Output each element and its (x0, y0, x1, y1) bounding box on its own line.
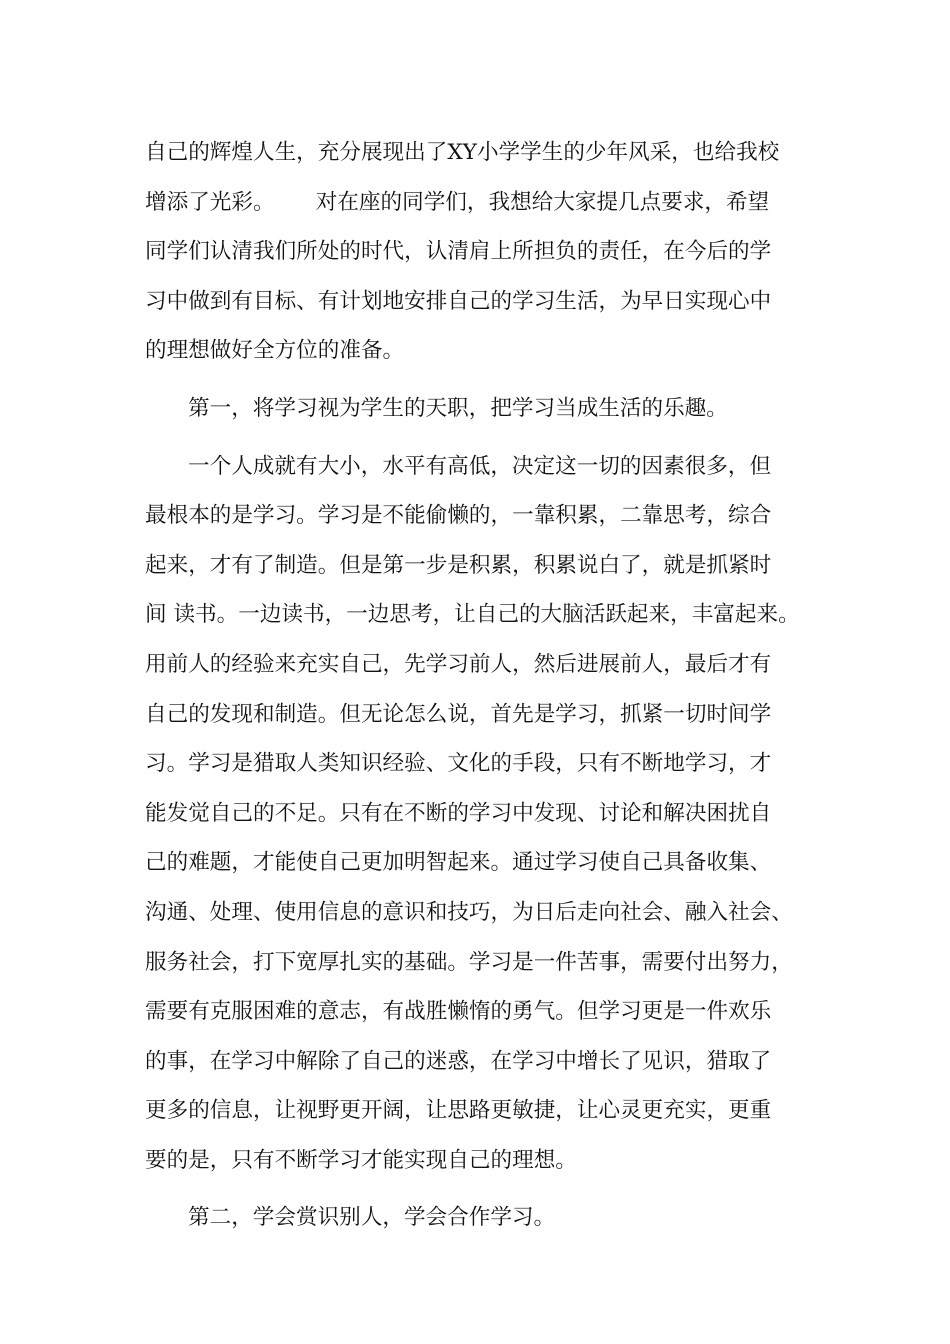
text-line: 更多的信息，让视野更开阔，让思路更敏捷，让心灵更充实，更重 (145, 1098, 772, 1124)
text-line: 习中做到有目标、有计划地安排自己的学习生活，为早日实现心中 (145, 288, 772, 314)
section-heading: 第二，学会赏识别人，学会合作学习。 (188, 1205, 556, 1231)
text-line: 最根本的是学习。学习是不能偷懒的，一靠积累，二靠思考，综合 (145, 503, 772, 529)
paragraph-first-line: 一个人成就有大小，水平有高低，决定这一切的因素很多，但 (188, 453, 772, 479)
text-line: 需要有克服困难的意志，有战胜懒惰的勇气。但学习更是一件欢乐 (145, 999, 772, 1025)
text-line: 增添了光彩。 对在座的同学们，我想给大家提几点要求，希望 (145, 189, 770, 215)
text-line: 己的难题，才能使自己更加明智起来。通过学习使自己具备收集、 (145, 850, 772, 876)
text-line: 的理想做好全方位的准备。 (145, 338, 405, 364)
text-line: 同学们认清我们所处的时代，认清肩上所担负的责任，在今后的学 (145, 239, 772, 265)
text-line: 自己的发现和制造。但无论怎么说，首先是学习，抓紧一切时间学 (145, 701, 772, 727)
text-line: 间 读书。一边读书，一边思考，让自己的大脑活跃起来，丰富起来。 (145, 602, 800, 628)
text-line: 习。学习是猎取人类知识经验、文化的手段，只有不断地学习，才 (145, 751, 772, 777)
text-line: 能发觉自己的不足。只有在不断的学习中发现、讨论和解决困扰自 (145, 800, 772, 826)
text-line: 沟通、处理、使用信息的意识和技巧，为日后走向社会、融入社会、 (145, 899, 793, 925)
text-line: 自己的辉煌人生，充分展现出了XY小学学生的少年风采，也给我校 (145, 140, 780, 165)
text-line: 服务社会，打下宽厚扎实的基础。学习是一件苦事，需要付出努力， (145, 949, 793, 975)
text-line: 起来，才有了制造。但是第一步是积累，积累说白了，就是抓紧时 (145, 552, 772, 578)
text-line: 的事，在学习中解除了自己的迷惑，在学习中增长了见识，猎取了 (145, 1048, 772, 1074)
text-line: 用前人的经验来充实自己，先学习前人，然后进展前人，最后才有 (145, 651, 772, 677)
document-body (145, 128, 825, 1243)
section-heading: 第一，将学习视为学生的天职，把学习当成生活的乐趣。 (188, 395, 728, 421)
text-line: 要的是，只有不断学习才能实现自己的理想。 (145, 1147, 577, 1173)
